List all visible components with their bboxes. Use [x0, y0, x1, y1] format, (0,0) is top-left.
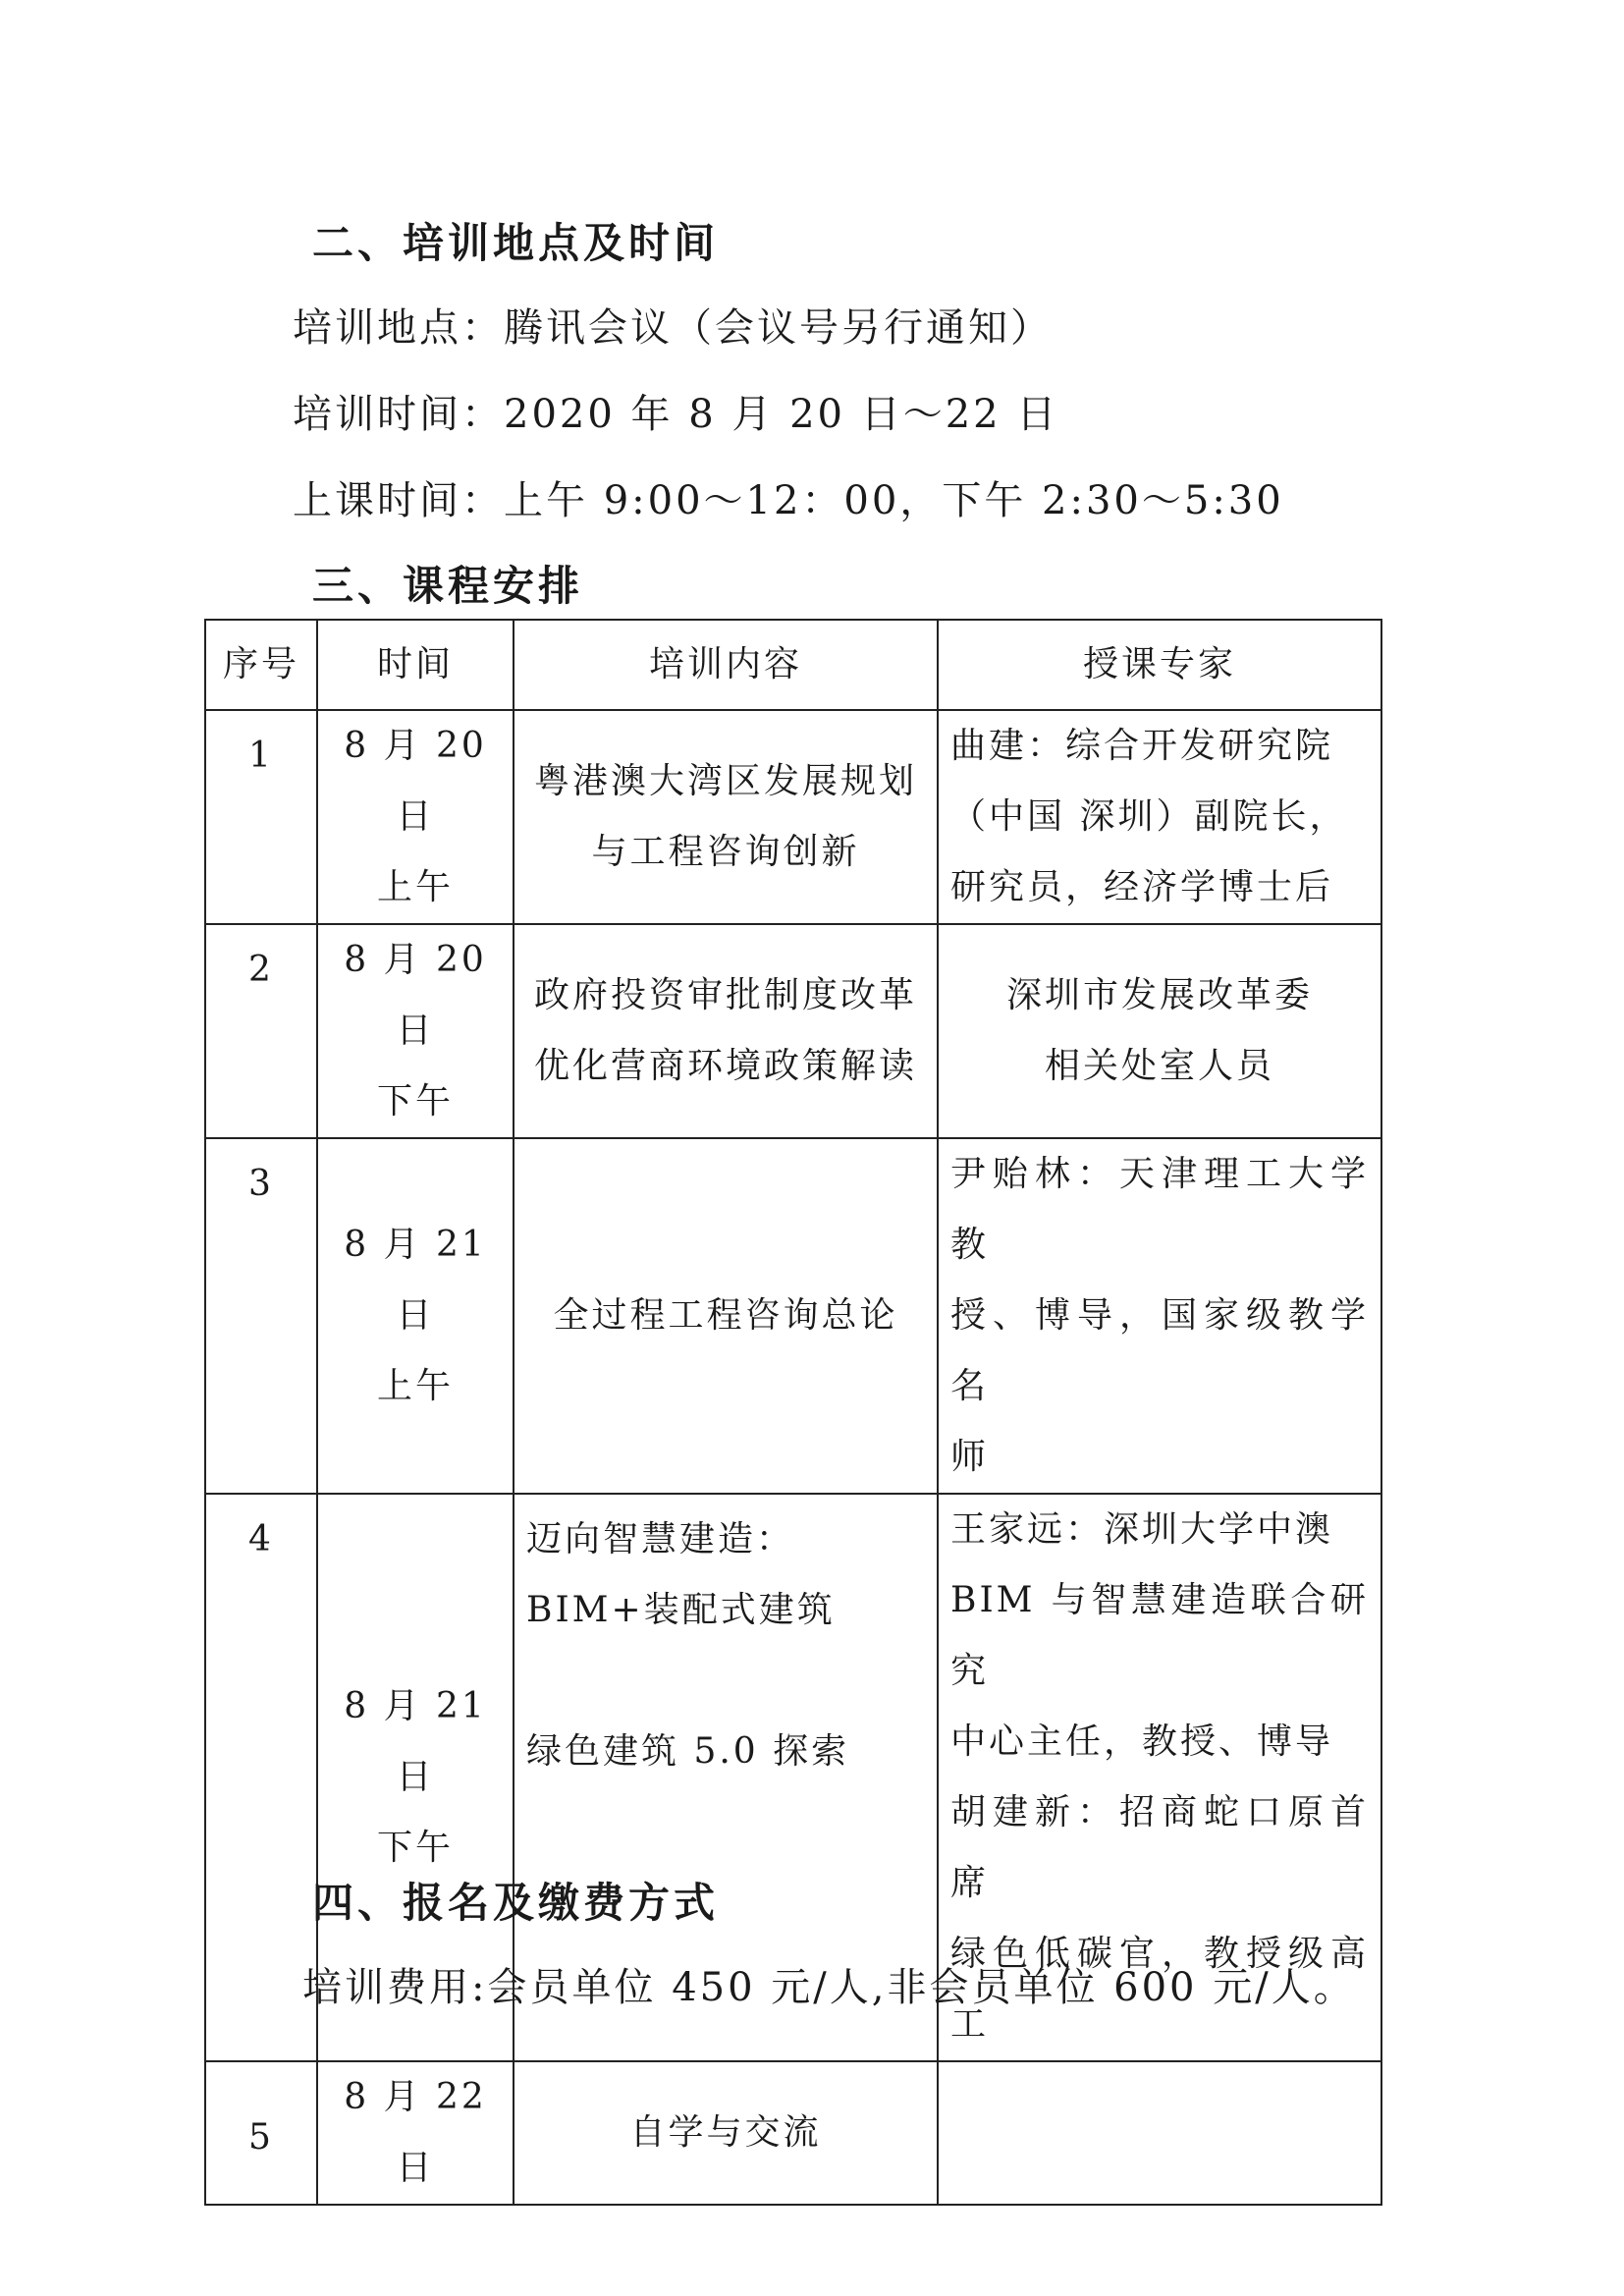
table-header-row [205, 620, 1381, 710]
content-line: 优化营商环境政策解读 [533, 1046, 917, 1086]
row-no: 4 [205, 1494, 317, 2061]
row-time [317, 1138, 514, 1494]
expert-line: （中国 深圳）副院长， [950, 796, 1348, 837]
content-line: 迈向智慧建造： [526, 1519, 795, 1559]
expert-line: 深圳市发展改革委 [1005, 975, 1313, 1015]
table-row [205, 710, 1381, 924]
training-fee: 培训费用:会员单位 450 元/人,非会员单位 600 元/人。 [302, 1965, 1356, 2010]
row-time [317, 710, 514, 924]
row-content [514, 710, 938, 924]
content-line: 粤港澳大湾区发展规划 [533, 761, 917, 801]
content-line: 政府投资审批制度改革 [533, 975, 917, 1015]
expert-line: 尹贻林：天津理工大学教 [950, 1154, 1369, 1265]
expert-line: BIM 与智慧建造联合研究 [950, 1580, 1369, 1691]
content-spacer [526, 1646, 925, 1717]
content-line: 全过程工程咨询总论 [553, 1295, 898, 1336]
content-line: BIM+装配式建筑 [526, 1590, 836, 1630]
time-date: 8 月 22 日 [344, 2077, 487, 2188]
table-row [205, 1138, 1381, 1494]
time-session: 上午 [376, 867, 454, 907]
content-line: 自学与交流 [629, 2112, 822, 2153]
time-date: 8 月 21 日 [344, 1686, 487, 1797]
row-time [317, 924, 514, 1138]
expert-line: 王家远：深圳大学中澳 [950, 1509, 1334, 1550]
content-line: 绿色建筑 5.0 探索 [526, 1731, 850, 1772]
time-session: 上午 [376, 1366, 454, 1406]
time-date: 8 月 20 日 [344, 726, 487, 837]
row-expert-empty [938, 2061, 1381, 2205]
row-content [514, 924, 938, 1138]
training-location: 培训地点：腾讯会议（会议号另行通知） [293, 305, 1053, 351]
row-content [514, 2061, 938, 2205]
row-no: 1 [205, 710, 317, 924]
expert-line: 绿色低碳官，教授级高工 [950, 1934, 1369, 2045]
row-content [514, 1138, 938, 1494]
section4-heading: 四、报名及缴费方式 [312, 1879, 720, 1927]
class-time: 上课时间：上午 9:00～12：00，下午 2:30～5:30 [293, 478, 1284, 523]
content-line: 与工程咨询创新 [591, 832, 860, 872]
row-no: 3 [205, 1138, 317, 1494]
header-content: 培训内容 [514, 620, 938, 710]
time-session: 下午 [376, 1081, 454, 1121]
header-time: 时间 [317, 620, 514, 710]
section3-heading: 三、课程安排 [312, 562, 584, 610]
training-time: 培训时间：2020 年 8 月 20 日～22 日 [293, 392, 1059, 437]
table-row [205, 924, 1381, 1138]
row-expert [938, 924, 1381, 1138]
time-session: 下午 [376, 1828, 454, 1868]
row-no: 2 [205, 924, 317, 1138]
header-expert: 授课专家 [938, 620, 1381, 710]
section2-heading: 二、培训地点及时间 [312, 219, 720, 267]
time-date: 8 月 21 日 [344, 1225, 487, 1336]
expert-line: 师 [950, 1437, 990, 1477]
expert-line: 中心主任，教授、博导 [950, 1722, 1334, 1762]
row-expert [938, 1138, 1381, 1494]
expert-line: 胡建新：招商蛇口原首席 [950, 1792, 1369, 1903]
expert-line: 相关处室人员 [1044, 1046, 1274, 1086]
row-time [317, 2061, 514, 2205]
row-no: 5 [205, 2061, 317, 2205]
time-date: 8 月 20 日 [344, 940, 487, 1051]
row-expert [938, 710, 1381, 924]
expert-line: 研究员，经济学博士后 [950, 867, 1334, 907]
expert-line: 授、博导，国家级教学名 [950, 1295, 1369, 1406]
table-row [205, 2061, 1381, 2205]
expert-line: 曲建：综合开发研究院 [950, 726, 1334, 766]
header-no: 序号 [205, 620, 317, 710]
